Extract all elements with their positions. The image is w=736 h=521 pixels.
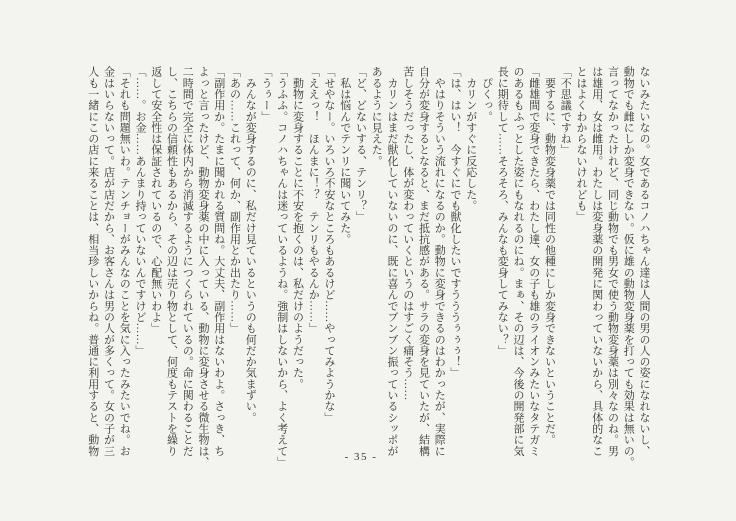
- text-line: 人も一緒にこの店に来ることは、相当珍しいからね。普通に利用すると、動物: [86, 66, 99, 457]
- text-line: よっと言ったけど、動物変身薬の中に入っている、動物に変身させる微生物は、: [197, 66, 209, 468]
- text-line: 「うぅー」: [260, 66, 272, 122]
- text-line: カリンがすぐに反応した。: [464, 66, 477, 211]
- text-line: 「不思議ですね」: [559, 66, 572, 156]
- text-line: 「は、はい！ 今すぐにでも獣化したいですうううぅぅぅ！」: [449, 66, 461, 379]
- text-line: みんなが変身するのに、私だけ見ているというのも何だか気まずい。: [244, 66, 257, 423]
- text-line: 「それも問題無いわ。テンチョーがみんなのことを気に入ったみたいでね。お: [118, 66, 131, 457]
- text-line: 長に期待して……そろそろ、みんなも変身してみない？」: [496, 66, 509, 356]
- text-line: 要するに、動物変身薬では同性の他種にしか変身できないということだ。: [543, 66, 556, 446]
- text-line: 金はいらないって。店が店だから、お客さんは男の人が多くって。女の子が三: [102, 66, 115, 457]
- text-line: 「ええっ！ ほんまに！？ テンリもやるんか……」: [307, 66, 320, 334]
- text-line: カリンはまだ獣化していないのに、既に喜んでブンブン振っているシッポが: [386, 66, 398, 457]
- text-line: あるように見えた。: [370, 66, 383, 167]
- text-line: し、こちらの信頼性もあるから、その辺は売り物として、何度もテストを繰り: [165, 66, 178, 457]
- text-line: 「……。お金……あんまり持っていないんですけど……」: [134, 66, 146, 356]
- text-line: 苦しそうだったし、体が変わっていくというのはすごく痛そう……: [401, 66, 414, 401]
- text-line: 「せやなー。いろいろ不安なところもあるけど……やってみようかな」: [323, 66, 335, 423]
- text-line: 二時間で完全に体内から消滅するようにつくられているの。命に関わることだ: [181, 66, 194, 457]
- text-line: 「あの……これって、何か、副作用とか出たり……」: [228, 66, 241, 334]
- text-line: は雄用、女は雌用。わたしは変身薬の開発に関わっていないから、具体的なこ: [590, 66, 603, 457]
- text-line: 返して安全性は保証されているので、心配無いわよ」: [149, 66, 162, 334]
- text-line: 「雌雄間で変身できたら、わたし達、女の子も雄のライオンみたいなタテガミ: [527, 66, 540, 457]
- text-line: 言ってなかったけれど、同じ動物でも男女で使う動物変身薬は別々なのね。男: [606, 66, 619, 457]
- text-line: 私は悩んでテンリに聞いてみた。: [338, 66, 351, 245]
- text-line: とはよくわからないけれども」: [575, 66, 587, 223]
- text-line: 「うふふ。コノハちゃんは迷っているようね。強制はしないから、よく考えて」: [275, 66, 288, 468]
- text-line: やはりそういう流れになるのか。動物に変身できるのはわかったが、実際に: [433, 66, 446, 457]
- text-line: のあるもふっとした姿にもなれるのにね。まぁ、その辺は、今後の開発部に気: [512, 66, 524, 457]
- text-line: 「ど、どないする、テンリ？」: [354, 66, 367, 223]
- text-line: ぴくっ。: [480, 66, 493, 122]
- page-number: - 35 -: [344, 451, 378, 463]
- novel-text-body: [83, 66, 651, 470]
- text-line: 「副作用か。たまに聞かれる質問ね。大丈夫、副作用はないわよ。さっき、ち: [212, 66, 225, 457]
- text-line: 動物でも雌にしか変身できない。仮に雄の動物変身薬を打っても効果は無いの。: [622, 66, 635, 468]
- text-line: ないみたいなの。女であるコノハちゃん達は人間の男の人の姿になれないし、: [638, 66, 650, 457]
- text-line: 自分が変身するとなると、まだ抵抗感がある。サラの変身を見ていたが、結構: [417, 66, 430, 457]
- text-line: 動物に変身することに不安を抱くのは、私だけのようだった。: [291, 66, 304, 390]
